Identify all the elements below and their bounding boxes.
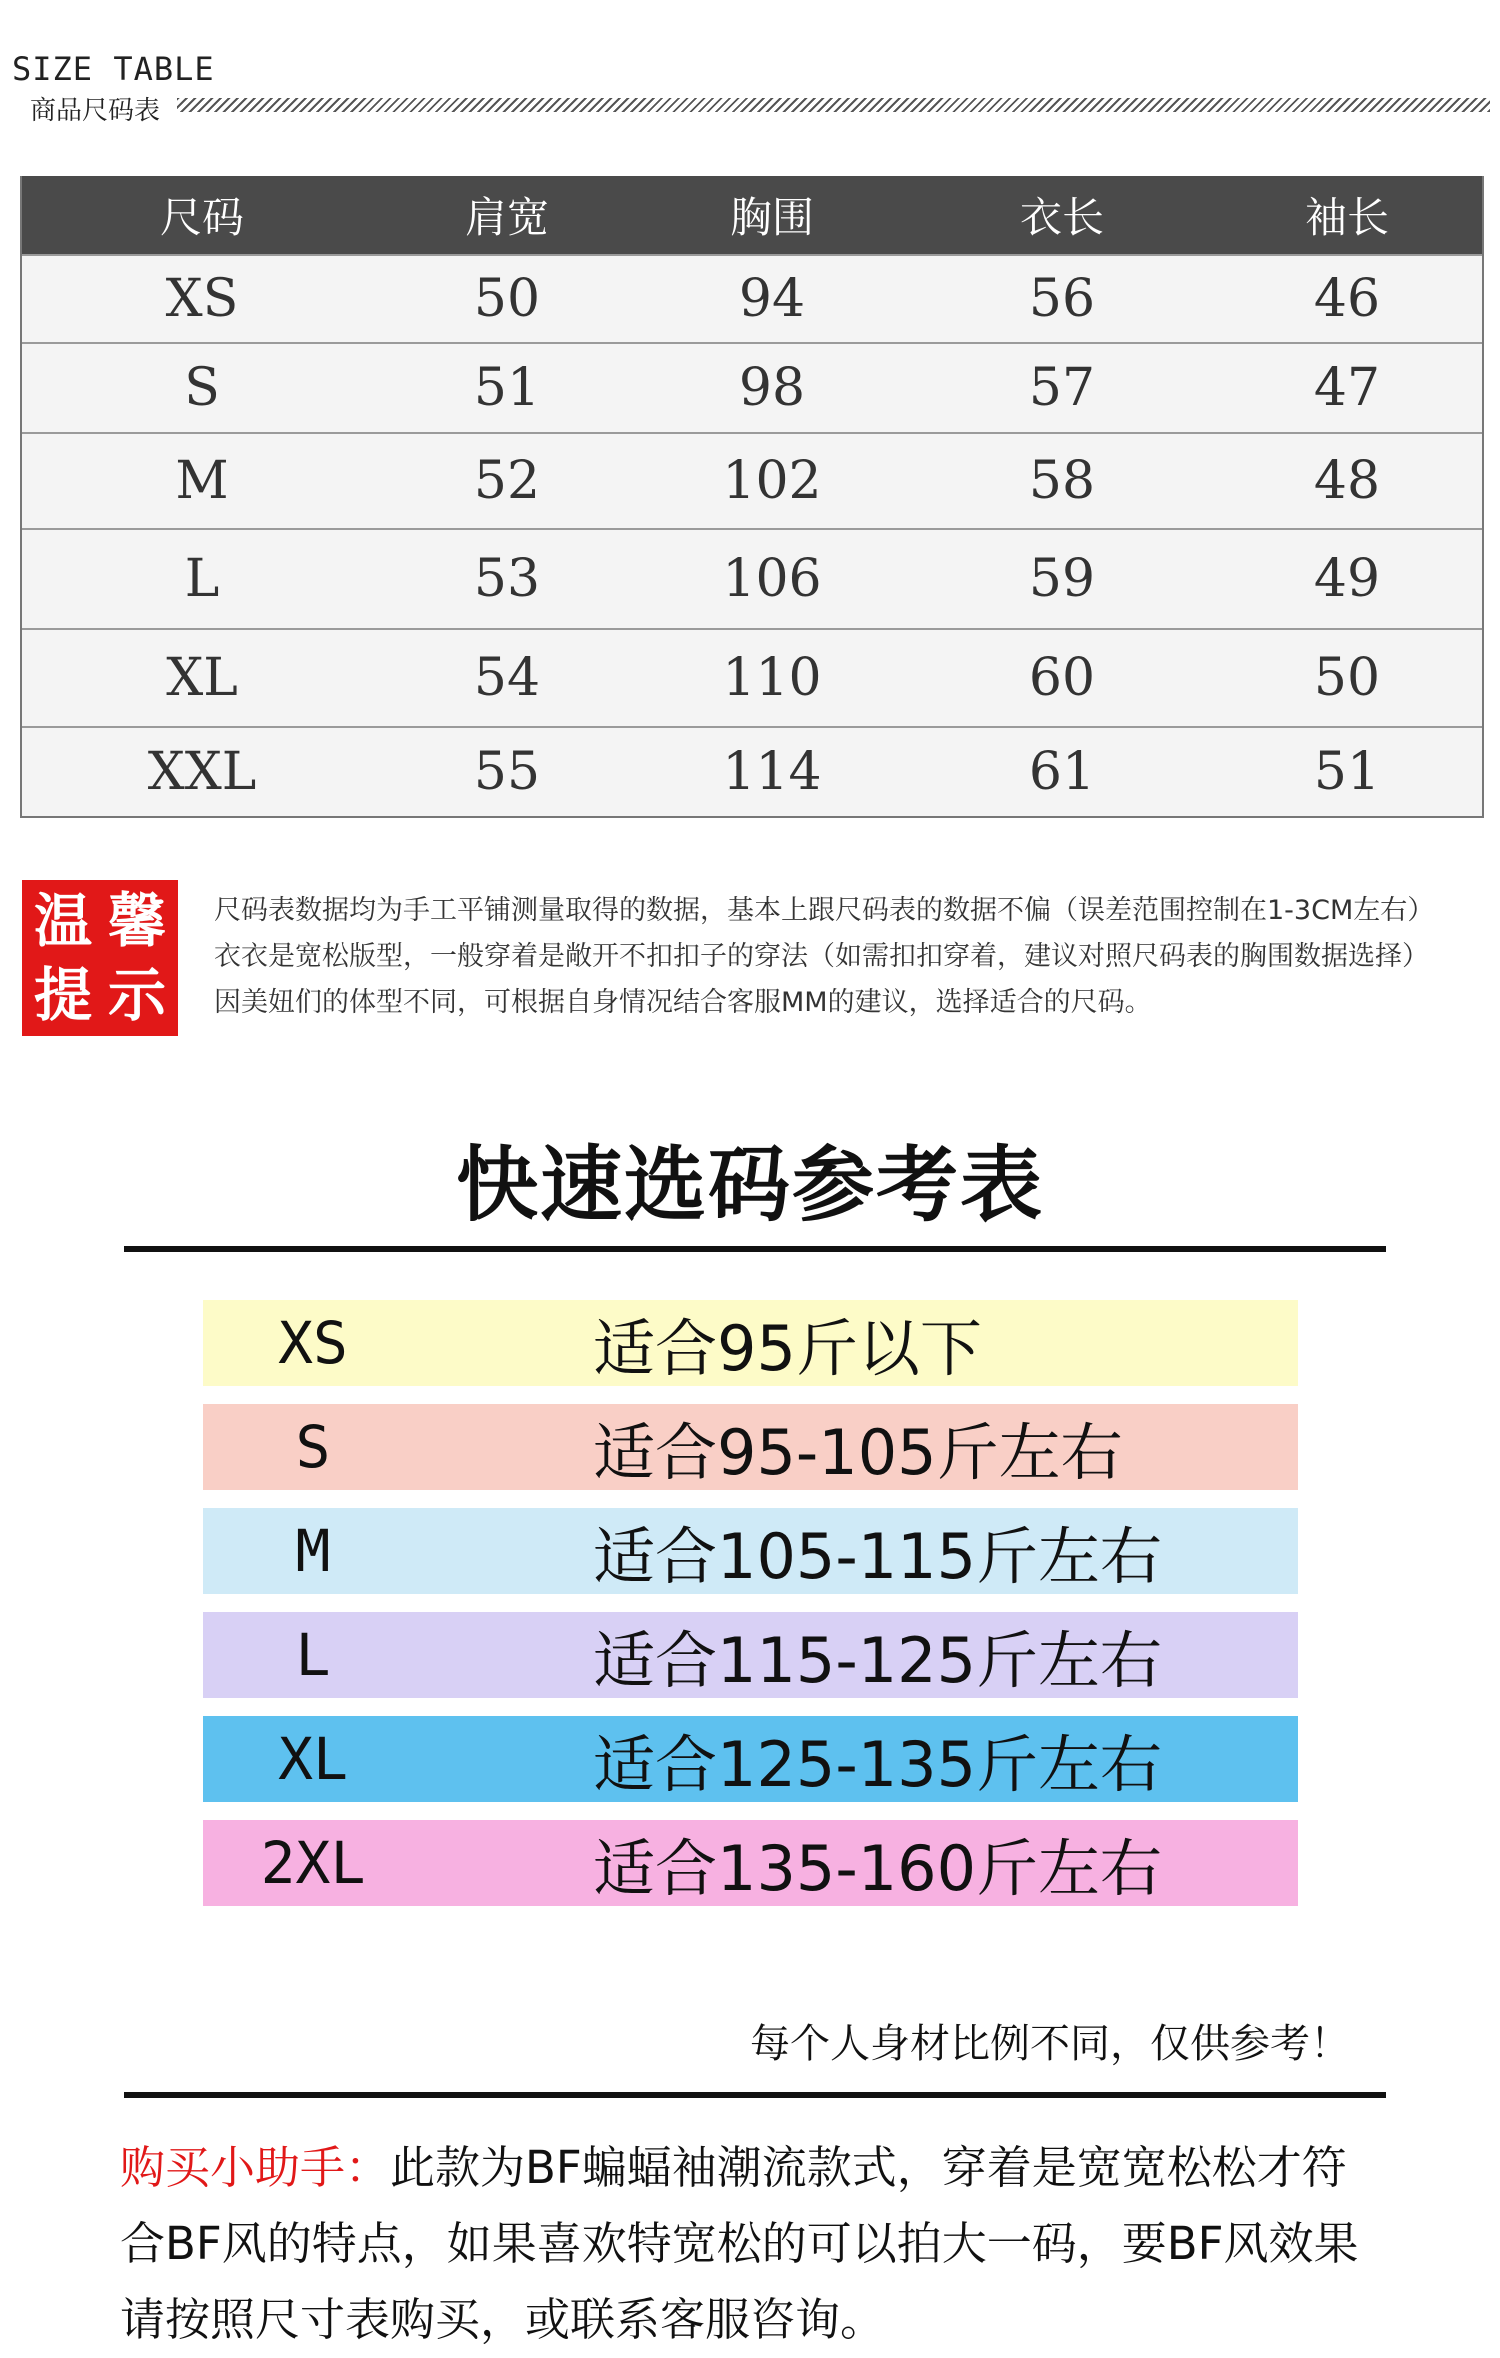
column-header: 尺码	[159, 193, 244, 242]
quick-row	[203, 1820, 1298, 1906]
quick-size: XS	[278, 1309, 348, 1377]
table-cell: 114	[722, 742, 822, 802]
divider	[124, 2092, 1386, 2098]
tip-line: 尺码表数据均为手工平铺测量取得的数据，基本上跟尺码表的数据不偏（误差范围控制在1-3CM左右）	[214, 895, 1435, 926]
quick-row	[203, 1300, 1298, 1386]
quick-size: S	[295, 1413, 331, 1481]
quick-range: 适合95-105斤左右	[593, 1415, 1123, 1489]
table-cell: 49	[1313, 549, 1381, 609]
table-cell: 47	[1313, 358, 1381, 418]
table-cell: 59	[1028, 549, 1096, 609]
table-cell: XXL	[147, 742, 257, 802]
column-header: 袖长	[1304, 193, 1389, 242]
quick-range: 适合135-160斤左右	[593, 1831, 1163, 1905]
table-row	[22, 432, 1482, 528]
table-cell: 102	[722, 451, 822, 511]
quick-range: 适合125-135斤左右	[593, 1727, 1163, 1801]
table-cell: 98	[738, 358, 806, 418]
quick-row	[203, 1404, 1298, 1490]
tip-badge-char: 示	[107, 961, 166, 1029]
table-cell: 54	[473, 648, 541, 708]
quick-range: 适合115-125斤左右	[593, 1623, 1163, 1697]
tip-badge-char: 提	[33, 961, 92, 1029]
column-header: 衣长	[1019, 193, 1104, 242]
table-cell: M	[175, 451, 229, 511]
table-cell: 53	[473, 549, 541, 609]
quick-size: L	[295, 1621, 331, 1689]
divider	[124, 1246, 1386, 1252]
tip-line: 因美妞们的体型不同，可根据自身情况结合客服MM的建议，选择适合的尺码。	[214, 987, 1152, 1018]
quick-range: 适合105-115斤左右	[593, 1519, 1163, 1593]
table-cell: 48	[1313, 451, 1381, 511]
table-row	[22, 342, 1482, 432]
table-cell: 110	[722, 648, 822, 708]
table-row	[22, 726, 1482, 816]
quick-row	[203, 1612, 1298, 1698]
table-cell: 52	[473, 451, 541, 511]
table-cell: S	[184, 358, 220, 418]
quick-table	[203, 1300, 1298, 1924]
table-cell: 46	[1313, 269, 1381, 329]
section-header	[12, 50, 1488, 130]
table-cell: 50	[473, 269, 541, 329]
table-cell: L	[184, 549, 220, 609]
purchase-helper	[120, 2130, 1390, 2358]
table-cell: 94	[738, 269, 806, 329]
quick-row	[203, 1716, 1298, 1802]
table-cell: 58	[1028, 451, 1096, 511]
table-row	[22, 628, 1482, 726]
table-cell: 55	[473, 742, 541, 802]
column-header: 肩宽	[464, 193, 549, 242]
table-row	[22, 528, 1482, 628]
tip-text	[214, 888, 1434, 1026]
quick-size: 2XL	[260, 1829, 366, 1897]
header-title: SIZE TABLE	[12, 50, 215, 88]
table-cell: XS	[165, 269, 239, 329]
column-header: 胸围	[729, 193, 814, 242]
table-cell: XL	[166, 648, 238, 708]
table-cell: 60	[1028, 648, 1096, 708]
reference-note: 每个人身材比例不同，仅供参考！	[750, 2021, 1350, 2067]
quick-row	[203, 1508, 1298, 1594]
helper-label: 购买小助手：	[120, 2141, 391, 2194]
helper-text: 此款为BF蝙蝠袖潮流款式，穿着是宽宽松松才符合BF风的特点，如果喜欢特宽松的可以拍大一码，要BF风效果请按照尺寸表购买，或联系客服咨询。	[120, 2141, 1359, 2346]
tip-badge-char: 温	[33, 887, 92, 955]
quick-size: XL	[278, 1725, 348, 1793]
table-cell: 51	[1313, 742, 1381, 802]
table-cell: 50	[1313, 648, 1381, 708]
size-table	[20, 176, 1484, 818]
table-cell: 106	[722, 549, 822, 609]
table-row	[22, 254, 1482, 342]
size-table-header	[22, 176, 1482, 254]
tip-line: 衣衣是宽松版型，一般穿着是敞开不扣扣子的穿法（如需扣扣穿着，建议对照尺码表的胸围数据选择）	[214, 941, 1429, 972]
table-cell: 61	[1028, 742, 1096, 802]
table-cell: 57	[1028, 358, 1096, 418]
quick-table-title: 快速选码参考表	[455, 1138, 1044, 1233]
tip-badge-char: 馨	[107, 887, 166, 955]
quick-size: M	[295, 1517, 331, 1585]
quick-range: 适合95斤以下	[593, 1311, 982, 1385]
tip-badge	[22, 880, 178, 1036]
header-subtitle: 商品尺码表	[30, 96, 161, 126]
header-hatch-divider	[177, 98, 1490, 112]
table-cell: 51	[473, 358, 541, 418]
table-cell: 56	[1028, 269, 1096, 329]
